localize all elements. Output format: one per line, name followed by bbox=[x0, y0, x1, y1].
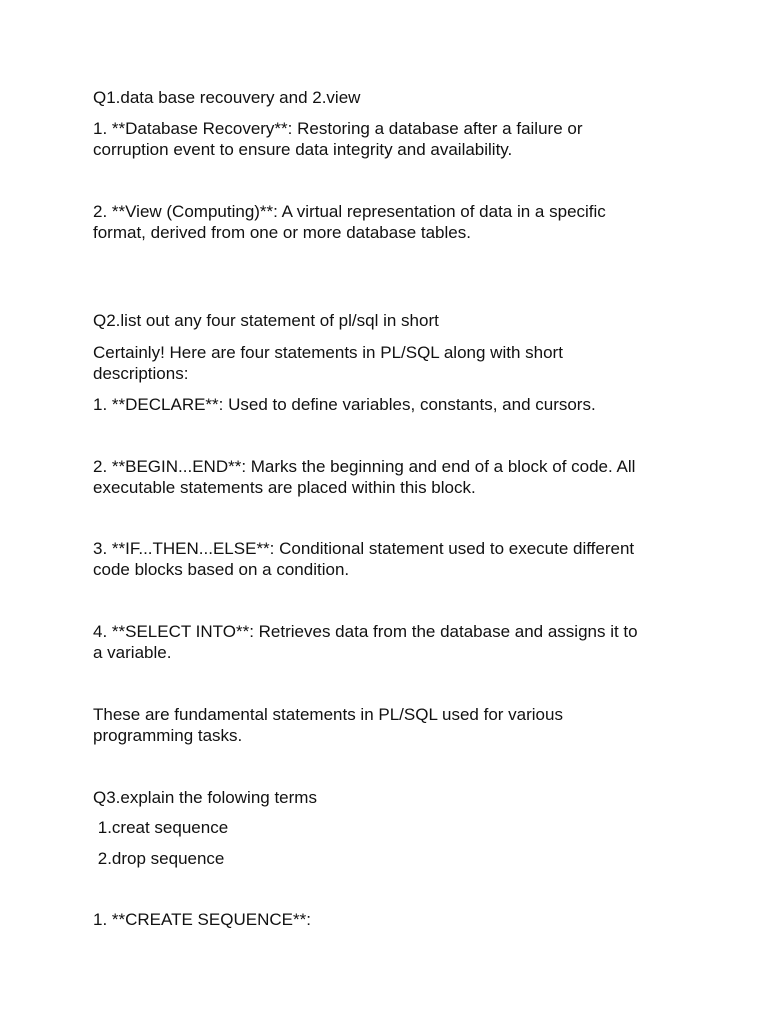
q2-item-4-line-1: 4. **SELECT INTO**: Retrieves data from the database and assigns it to bbox=[93, 622, 638, 641]
q2-item-3-line-1: 3. **IF...THEN...ELSE**: Conditional statement used to execute different bbox=[93, 539, 635, 558]
q2-intro-line-2: descriptions: bbox=[93, 364, 189, 383]
q2-item-2-line-1: 2. **BEGIN...END**: Marks the beginning and end of a block of code. All bbox=[93, 457, 636, 476]
q2-summary-line-1: These are fundamental statements in PL/SQL used for various bbox=[93, 705, 563, 724]
q1-answer-2-line-1: 2. **View (Computing)**: A virtual representation of data in a specific bbox=[93, 202, 606, 221]
q2-heading: Q2.list out any four statement of pl/sql in short bbox=[93, 311, 439, 330]
q2-item-1: 1. **DECLARE**: Used to define variables, constants, and cursors. bbox=[93, 395, 596, 414]
q2-item-3-line-2: code blocks based on a condition. bbox=[93, 560, 350, 579]
q2-item-2-line-2: executable statements are placed within this block. bbox=[93, 478, 476, 497]
q1-answer-1-line-1: 1. **Database Recovery**: Restoring a database after a failure or bbox=[93, 119, 583, 138]
q3-term-1: 1.creat sequence bbox=[93, 818, 229, 837]
q1-answer-1-line-2: corruption event to ensure data integrity and availability. bbox=[93, 140, 513, 159]
q1-heading: Q1.data base recouvery and 2.view bbox=[93, 88, 361, 107]
q3-heading: Q3.explain the folowing terms bbox=[93, 788, 317, 807]
q2-item-4-line-2: a variable. bbox=[93, 643, 172, 662]
q1-answer-2-line-2: format, derived from one or more database tables. bbox=[93, 223, 471, 242]
q2-summary-line-2: programming tasks. bbox=[93, 726, 243, 745]
q3-term-2: 2.drop sequence bbox=[93, 849, 225, 868]
q2-intro-line-1: Certainly! Here are four statements in PL/SQL along with short bbox=[93, 343, 563, 362]
q3-answer-1-heading: 1. **CREATE SEQUENCE**: bbox=[93, 910, 311, 929]
